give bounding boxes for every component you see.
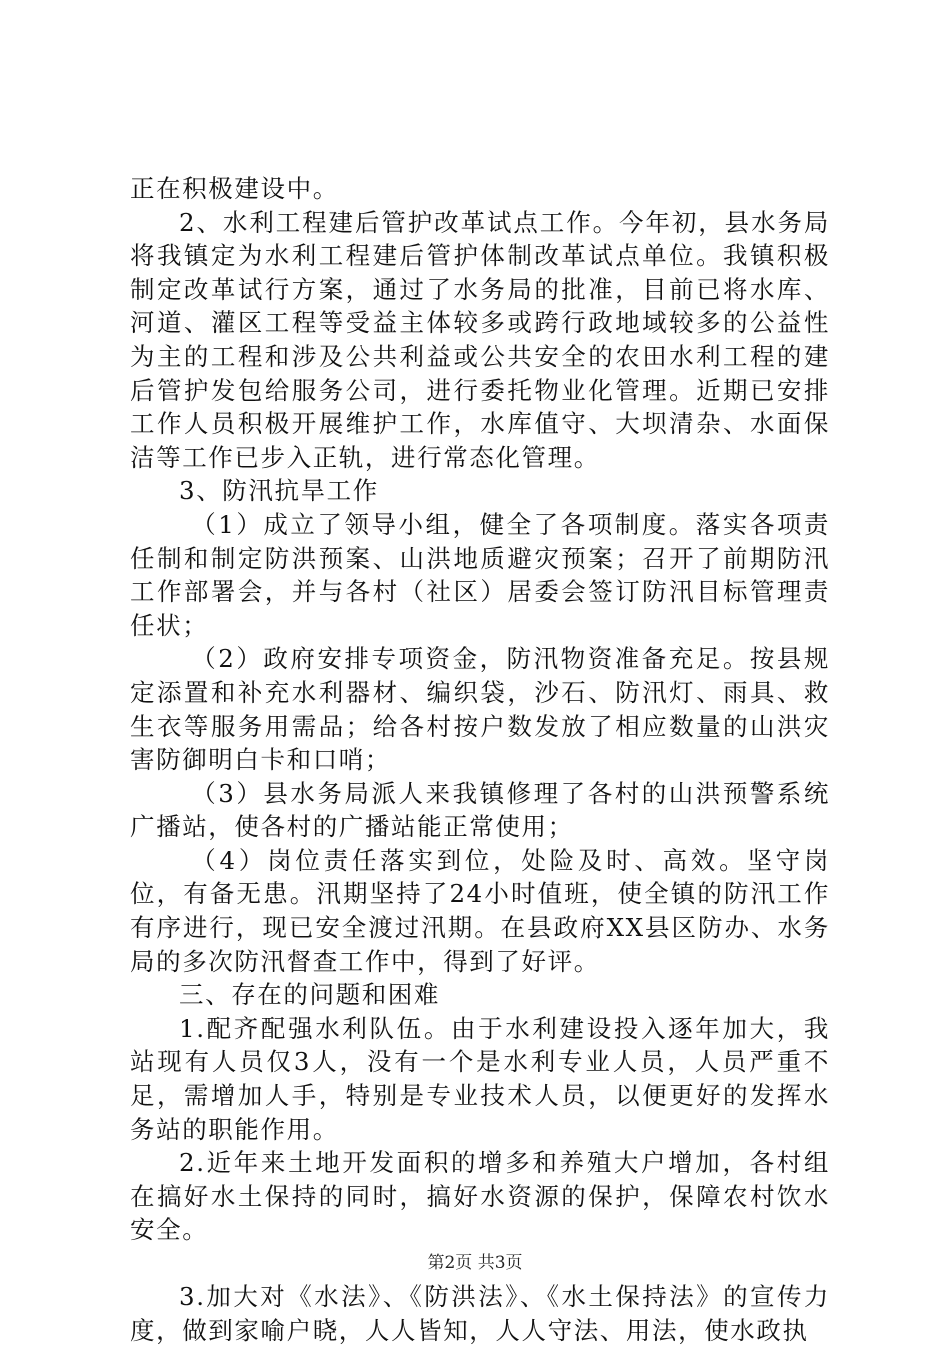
paragraph-continuation: 正在积极建设中。 bbox=[130, 174, 339, 203]
paragraph-sub-1: （1）成立了领导小组，健全了各项制度。落实各项责任制和制定防洪预案、山洪地质避灾预案；召开了前期防汛工作部署会，并与各村（社区）居委会签订防汛目标管理责任状； bbox=[130, 509, 830, 640]
section-heading-problems: 三、存在的问题和困难 bbox=[179, 980, 440, 1010]
document-body bbox=[130, 172, 830, 1347]
paragraph-heading-flood: 3、防汛抗旱工作 bbox=[179, 476, 379, 506]
paragraph-problem-3: 3.加大对《水法》、《防洪法》、《水土保持法》的宣传力度，做到家喻户晓，人人皆知，人人守法、用法，使水政执 bbox=[130, 1282, 830, 1345]
paragraph-sub-4: （4）岗位责任落实到位，处险及时、高效。坚守岗位，有备无患。汛期坚持了24小时值班，使全镇的防汛工作有序进行，现已安全渡过汛期。在县政府XX县区防办、水务局的多次防汛督查工作中，得到了好评。 bbox=[130, 845, 830, 976]
paragraph-problem-2: 2.近年来土地开发面积的增多和养殖大户增加，各村组在搞好水土保持的同时，搞好水资源的保护，保障农村饮水安全。 bbox=[130, 1148, 830, 1245]
paragraph-sub-3: （3）县水务局派人来我镇修理了各村的山洪预警系统广播站，使各村的广播站能正常使用； bbox=[130, 778, 830, 842]
paragraph-sub-2: （2）政府安排专项资金，防汛物资准备充足。按县规定添置和补充水利器材、编织袋，沙石、防汛灯、雨具、救生衣等服务用需品；给各村按户数发放了相应数量的山洪灾害防御明白卡和口哨； bbox=[130, 644, 830, 775]
page-number: 第2页 共3页 bbox=[427, 1253, 523, 1273]
page-footer bbox=[0, 1253, 950, 1273]
paragraph-problem-1: 1.配齐配强水利队伍。由于水利建设投入逐年加大，我站现有人员仅3人，没有一个是水利专业人员，人员严重不足，需增加人手，特别是专业技术人员，以便更好的发挥水务站的职能作用。 bbox=[130, 1013, 830, 1144]
paragraph-item-2: 2、水利工程建后管护改革试点工作。今年初，县水务局将我镇定为水利工程建后管护体制改革试点单位。我镇积极制定改革试行方案，通过了水务局的批准，目前已将水库、河道、灌区工程等受益主体较多或跨行政地域较多的公益性为主的工程和涉及公共利益或公共安全的农田水利工程的建后管护发包给服务公司，进行委托物业化管理。近期已安排工作人员积极开展维护工作，水库值守、大坝清杂、水面保洁等工作已步入正轨，进行常态化管理。 bbox=[130, 207, 830, 472]
